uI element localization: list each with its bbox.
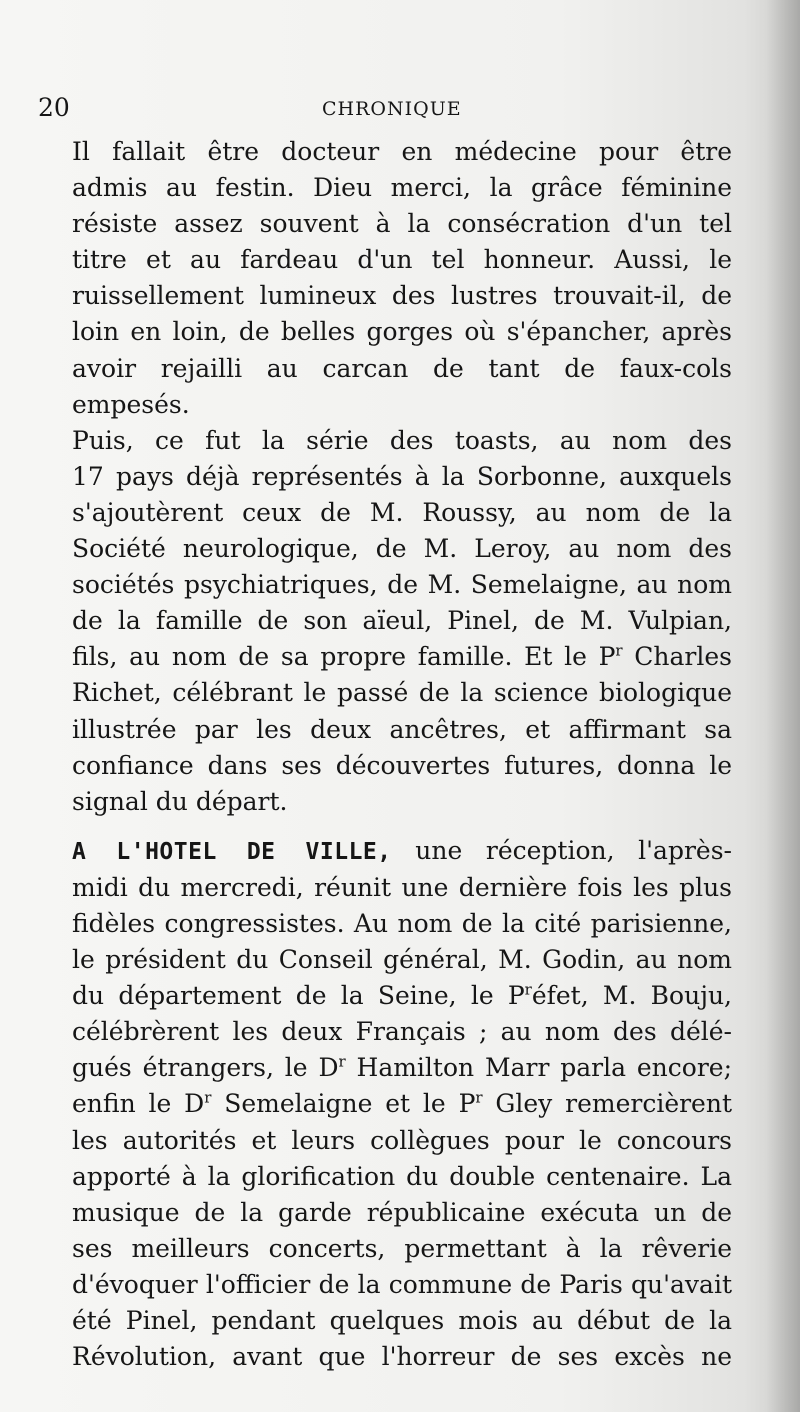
text-line: d'évoquer l'officier de la commune de Paris qu'avait — [72, 1269, 732, 1299]
text-line: admis au festin. Dieu merci, la grâce féminine — [72, 173, 732, 203]
running-title: CHRONIQUE — [322, 98, 462, 120]
text-line — [40, 833, 732, 870]
text-line: les autorités et leurs collègues pour le concours — [72, 1125, 732, 1155]
paragraph-toasts — [40, 423, 732, 820]
text-line: musique de la garde républicaine exécuta un de — [72, 1197, 732, 1227]
text-line: signal du départ. — [72, 786, 288, 816]
text-line: célébrèrent les deux Français ; au nom des délé- — [72, 1017, 732, 1047]
text-line: Société neurologique, de M. Leroy, au nom des — [72, 534, 732, 564]
text-line: avoir rejailli au carcan de tant de faux-cols — [72, 353, 732, 383]
paragraph-banquet — [40, 134, 732, 423]
text-line: midi du mercredi, réunit une dernière fois les plus — [72, 872, 732, 902]
text-line: Puis, ce fut la série des toasts, au nom des — [72, 425, 732, 455]
text-line: confiance dans ses découvertes futures, donna le — [72, 750, 732, 780]
text-line: fils, au nom de sa propre famille. Et le $P^r$ Charles — [72, 641, 732, 672]
text-line: Richet, célébrant le passé de la science biologique — [72, 678, 732, 708]
text-line: enfin le $D^r$ Semelaigne et le $P^r$ Gley remercièrent — [72, 1089, 733, 1119]
page-header — [0, 93, 800, 123]
text-line: titre et au fardeau d'un tel honneur. Aussi, le — [72, 245, 732, 275]
text-line: illustrée par les deux ancêtres, et affirmant sa — [72, 714, 732, 744]
text-line: sociétés psychiatriques, de M. Semelaigne, au nom — [72, 570, 732, 600]
text-line: s'ajoutèrent ceux de M. Roussy, au nom de la — [72, 497, 732, 527]
page-number: 20 — [38, 93, 70, 122]
text-line: ses meilleurs concerts, permettant à la rêverie — [72, 1233, 732, 1263]
text-line: 17 pays déjà représentés à la Sorbonne, auxquels — [72, 461, 732, 491]
text-line: loin en loin, de belles gorges où s'épancher, après — [72, 317, 732, 347]
paragraph-hotel-de-ville — [40, 833, 732, 1375]
text-line: empesés. — [72, 389, 190, 419]
text-line: été Pinel, pendant quelques mois au début de la — [72, 1306, 732, 1335]
body-text — [40, 134, 732, 1375]
text-line: du département de la Seine, le $P^réfet$, M. Bouju, — [72, 980, 732, 1011]
text-line: le président du Conseil général, M. Godin, au nom — [72, 945, 732, 975]
text-line: Révolution, avant que l'horreur de ses excès ne — [72, 1342, 732, 1372]
binding-edge-shadow — [766, 0, 800, 1412]
text-line: fidèles congressistes. Au nom de la cité parisienne, — [72, 908, 732, 938]
text-line: Il fallait être docteur en médecine pour être — [72, 137, 732, 166]
text-line: résiste assez souvent à la consécration d'un tel — [72, 209, 732, 239]
text-line: gués étrangers, le $D^r$ Hamilton Marr parla encore; — [72, 1053, 732, 1083]
text-line: apporté à la glorification du double centenaire. La — [72, 1161, 732, 1191]
section-heading: A L'HOTEL DE VILLE, — [72, 838, 392, 865]
text-line: ruissellement lumineux des lustres trouvait-il, de — [72, 281, 732, 311]
text-line: de la famille de son aïeul, Pinel, de M. Vulpian, — [72, 606, 732, 636]
text-fragment: une réception, l'après- — [415, 835, 732, 865]
